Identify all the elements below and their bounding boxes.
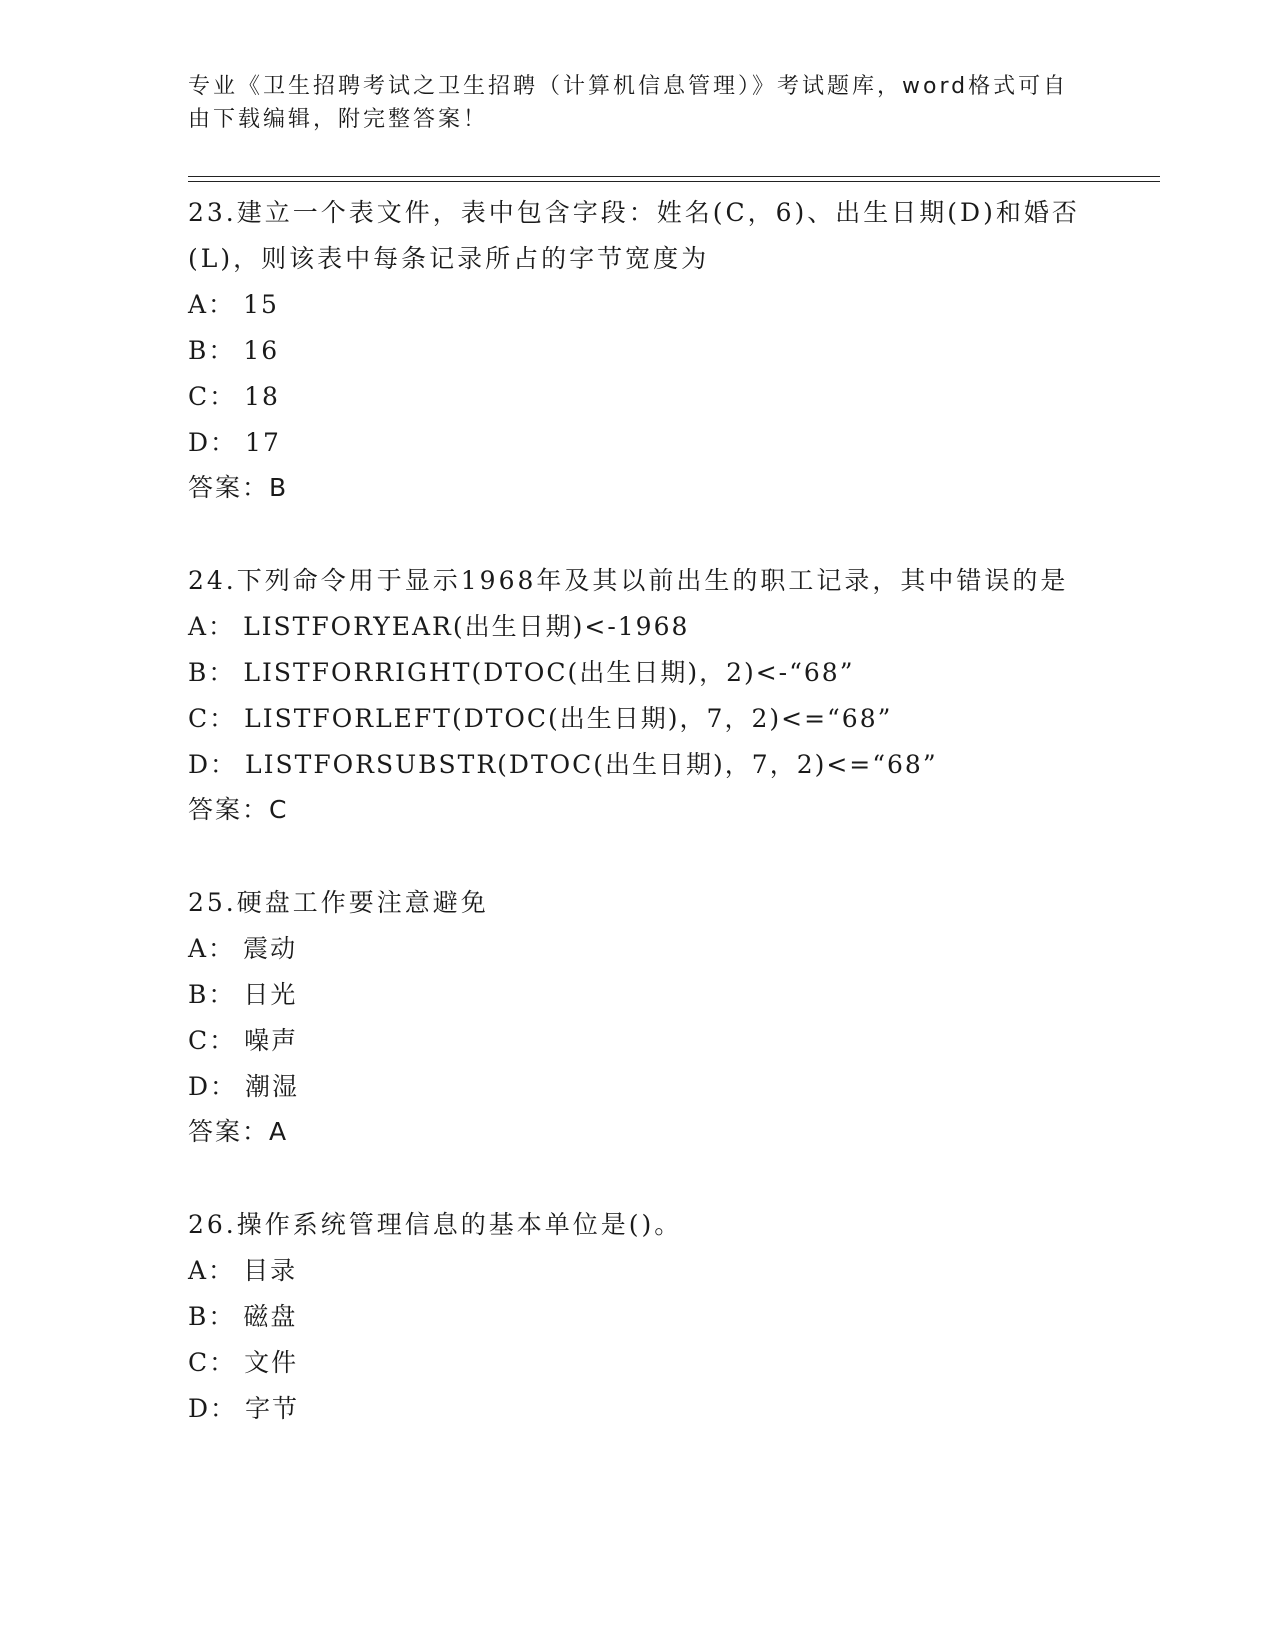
option-letter: C：	[188, 1348, 237, 1377]
question-list	[188, 190, 1088, 1480]
option-letter: A：	[188, 612, 236, 641]
option-d	[188, 1064, 1088, 1110]
option-letter: A：	[188, 1256, 236, 1285]
option-a	[188, 1248, 1088, 1294]
question-stem: 25.硬盘工作要注意避免	[188, 888, 489, 917]
option-d	[188, 742, 1088, 788]
option-letter: C：	[188, 704, 237, 733]
option-text: LISTFORRIGHT(DTOC(出生日期)，2)<-“68”	[243, 658, 855, 687]
option-letter: B：	[188, 658, 236, 687]
option-text: 15	[243, 290, 279, 319]
question-stem: 26.操作系统管理信息的基本单位是()。	[188, 1210, 683, 1239]
answer-line: 答案：B	[188, 473, 289, 502]
option-letter: C：	[188, 1026, 237, 1055]
option-letter: D：	[188, 750, 238, 779]
question-stem: 24.下列命令用于显示1968年及其以前出生的职工记录，其中错误的是	[188, 566, 1069, 595]
option-text: 字节	[245, 1394, 300, 1423]
option-text: 17	[245, 428, 281, 457]
option-text: LISTFORYEAR(出生日期)<-1968	[243, 612, 690, 641]
option-text: 18	[244, 382, 280, 411]
question-24	[188, 558, 1088, 832]
option-a	[188, 604, 1088, 650]
document-intro: 专业《卫生招聘考试之卫生招聘（计算机信息管理）》考试题库，word格式可自由下载编辑，附完整答案！	[188, 74, 1069, 132]
option-c	[188, 1018, 1088, 1064]
option-c	[188, 374, 1088, 420]
option-text: 震动	[243, 934, 298, 963]
option-letter: B：	[188, 1302, 236, 1331]
question-23	[188, 190, 1088, 510]
answer-line: 答案：A	[188, 1117, 289, 1146]
option-b	[188, 1294, 1088, 1340]
answer-line: 答案：C	[188, 795, 289, 824]
question-stem: 23.建立一个表文件，表中包含字段：姓名(C，6)、出生日期(D)和婚否(L)，则该表中每条记录所占的字节宽度为	[188, 198, 1080, 273]
question-26	[188, 1202, 1088, 1432]
option-a	[188, 282, 1088, 328]
option-text: 噪声	[244, 1026, 299, 1055]
option-letter: D：	[188, 1072, 238, 1101]
option-d	[188, 420, 1088, 466]
option-b	[188, 972, 1088, 1018]
header-divider-top	[188, 176, 1160, 177]
option-text: 16	[243, 336, 280, 365]
option-text: LISTFORLEFT(DTOC(出生日期)，7，2)<=“68”	[244, 704, 893, 733]
option-d	[188, 1386, 1088, 1432]
option-letter: A：	[188, 290, 236, 319]
question-25	[188, 880, 1088, 1154]
option-c	[188, 696, 1088, 742]
option-letter: C：	[188, 382, 237, 411]
option-b	[188, 650, 1088, 696]
option-b	[188, 328, 1088, 374]
option-text: 潮湿	[245, 1072, 300, 1101]
option-text: LISTFORSUBSTR(DTOC(出生日期)，7，2)<=“68”	[245, 750, 938, 779]
option-letter: B：	[188, 980, 236, 1009]
option-letter: B：	[188, 336, 236, 365]
option-text: 文件	[244, 1348, 299, 1377]
option-text: 日光	[243, 980, 298, 1009]
option-letter: D：	[188, 428, 238, 457]
header-divider-bottom	[188, 181, 1160, 182]
option-letter: A：	[188, 934, 236, 963]
option-text: 磁盘	[243, 1302, 298, 1331]
option-c	[188, 1340, 1088, 1386]
option-text: 目录	[243, 1256, 298, 1285]
option-letter: D：	[188, 1394, 238, 1423]
option-a	[188, 926, 1088, 972]
